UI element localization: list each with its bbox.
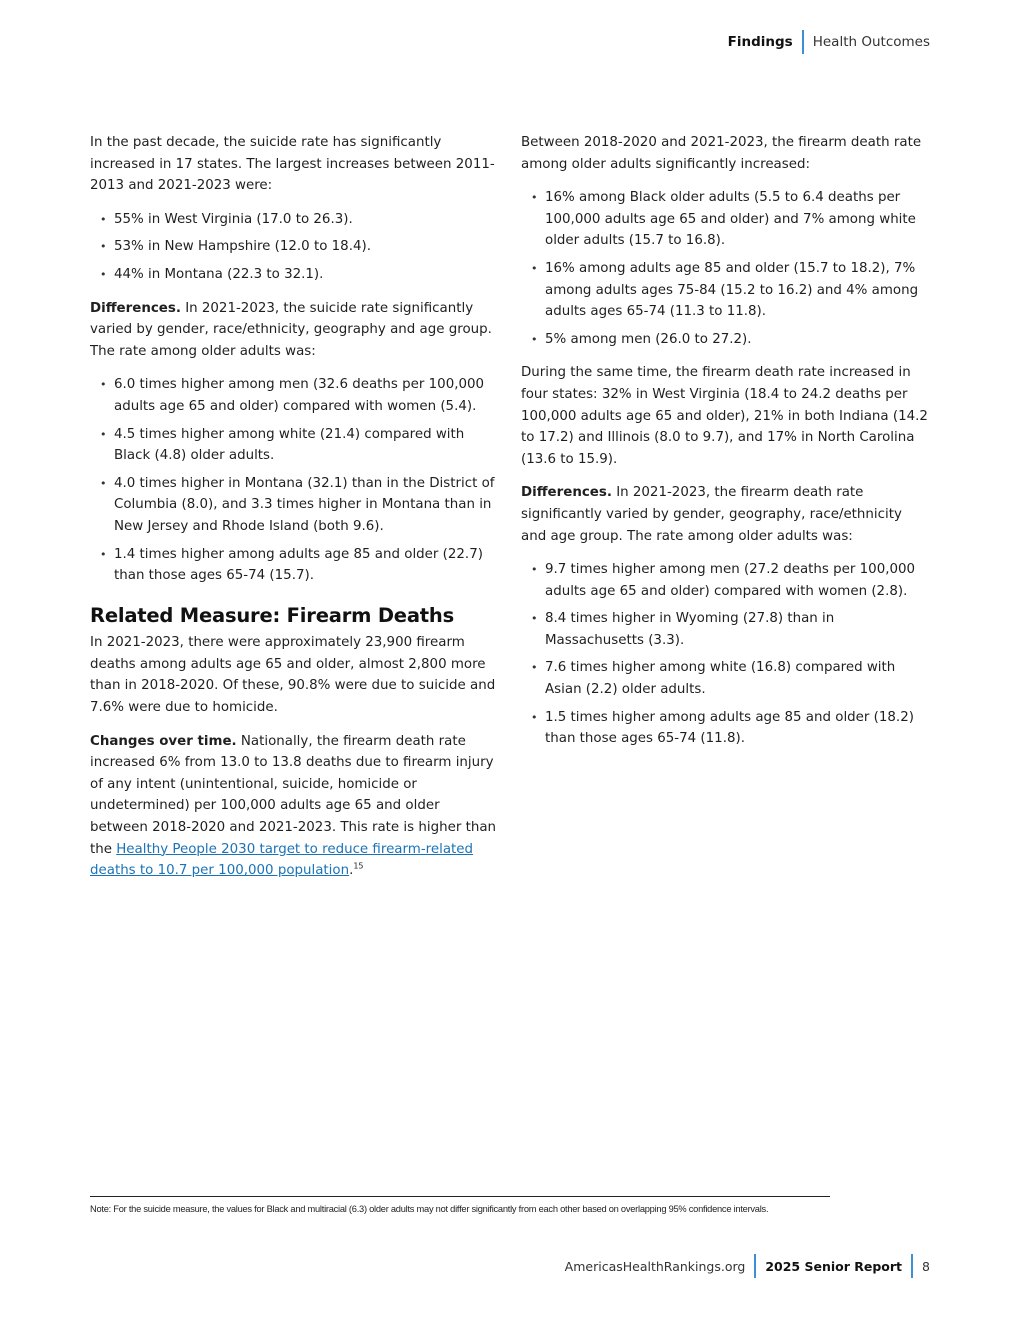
section-heading: Related Measure: Firearm Deaths: [90, 603, 454, 627]
list-item: • 16% among Black older adults (5.5 to 6.4 deaths per 100,000 adults age 65 and older) and 7% among white older adults (15.7 to 16.8).: [521, 187, 931, 252]
list-item: • 1.4 times higher among adults age 85 and older (22.7) than those ages 65-74 (15.7).: [90, 544, 500, 587]
states-paragraph: During the same time, the firearm death rate increased in four states: 32% in West Virginia (18.4 to 24.2 deaths per 100,000 adults age 65 and older), 21% in both Indiana (14.2 to 17.2) and Illinois (8.0 to 9.7), and 17% in North Carolina (13.6 to 15.9).: [521, 365, 928, 467]
page-header: [728, 30, 930, 54]
firearm-increases-list: [521, 187, 931, 350]
differences-lead: Differences.: [90, 300, 181, 316]
changes-end: .: [349, 863, 354, 879]
firearm-increase-intro: Between 2018-2020 and 2021-2023, the firearm death rate among older adults significantly increased:: [521, 135, 922, 172]
footnote: Note: For the suicide measure, the values for Black and multiracial (6.3) older adults may not differ significantly from each other based on overlapping 95% confidence intervals.: [90, 1204, 769, 1214]
list-item: • 44% in Montana (22.3 to 32.1).: [90, 264, 500, 286]
list-item: • 4.5 times higher among white (21.4) compared with Black (4.8) older adults.: [90, 424, 500, 467]
list-item: • 7.6 times higher among white (16.8) compared with Asian (2.2) older adults.: [521, 657, 931, 700]
footer-site-link[interactable]: AmericasHealthRankings.org: [564, 1258, 746, 1274]
left-column: [90, 132, 500, 894]
firearm-differences-paragraph: [521, 482, 931, 547]
firearm-differences-list: [521, 559, 931, 750]
footnote-rule: [90, 1196, 830, 1197]
list-item: • 8.4 times higher in Wyoming (27.8) than in Massachusetts (3.3).: [521, 608, 931, 651]
page-footer: [565, 1254, 930, 1278]
suicide-differences-paragraph: [90, 298, 500, 363]
list-item: • 9.7 times higher among men (27.2 deaths per 100,000 adults age 65 and older) compared with women (2.8).: [521, 559, 931, 602]
list-item: • 6.0 times higher among men (32.6 deaths per 100,000 adults age 65 and older) compared with women (5.4).: [90, 374, 500, 417]
firearm-intro: In 2021-2023, there were approximately 23,900 firearm deaths among adults age 65 and older, almost 2,800 more than in 2018-2020. Of these, 90.8% were due to suicide and 7.6% were due to homicide.: [90, 635, 496, 716]
list-item: • 55% in West Virginia (17.0 to 26.3).: [90, 209, 500, 231]
changes-text: Nationally, the firearm death rate increased 6% from 13.0 to 13.8 deaths due to firearm injury of any intent (unintentional, suicide, homicide or undetermined) per 100,000 adults age 65 and older between 2018-2020 and 2021-2023. This rate is higher than the: [90, 733, 497, 857]
list-item: • 53% in New Hampshire (12.0 to 18.4).: [90, 236, 500, 258]
suicide-increases-list: [90, 209, 500, 286]
changes-over-time-paragraph: [90, 731, 500, 882]
suicide-differences-list: [90, 374, 500, 586]
header-subsection: Health Outcomes: [812, 34, 930, 50]
footer-divider: [754, 1254, 756, 1278]
header-section: Findings: [727, 34, 793, 50]
differences-lead: Differences.: [521, 485, 612, 501]
changes-lead: Changes over time.: [90, 733, 237, 749]
list-item: • 16% among adults age 85 and older (15.7 to 18.2), 7% among adults ages 75-84 (15.2 to 16.2) and 4% among adults ages 65-74 (11.3 to 11.8).: [521, 258, 931, 323]
header-divider: [802, 30, 804, 54]
footer-divider: [911, 1254, 913, 1278]
differences-text: In 2021-2023, the suicide rate significantly varied by gender, race/ethnicity, geography and age group. The rate among older adults was:: [90, 300, 492, 359]
differences-text: In 2021-2023, the firearm death rate significantly varied by gender, geography, race/ethnicity and age group. The rate among older adults was:: [521, 485, 902, 544]
list-item: • 4.0 times higher in Montana (32.1) than in the District of Columbia (8.0), and 3.3 times higher in Montana than in New Jersey and Rhode Island (both 9.6).: [90, 473, 500, 538]
suicide-intro: In the past decade, the suicide rate has significantly increased in 17 states. The largest increases between 2011-2013 and 2021-2023 were:: [90, 135, 495, 194]
page-number: 8: [922, 1258, 930, 1274]
right-column: [521, 132, 931, 762]
list-item: • 5% among men (26.0 to 27.2).: [521, 329, 931, 351]
healthy-people-link[interactable]: Healthy People 2030 target to reduce firearm-related deaths to 10.7 per 100,000 population: [90, 841, 474, 879]
list-item: • 1.5 times higher among adults age 85 and older (18.2) than those ages 65-74 (11.8).: [521, 707, 931, 750]
footer-report-title: 2025 Senior Report: [765, 1258, 903, 1274]
reference-number: 15: [353, 861, 364, 871]
